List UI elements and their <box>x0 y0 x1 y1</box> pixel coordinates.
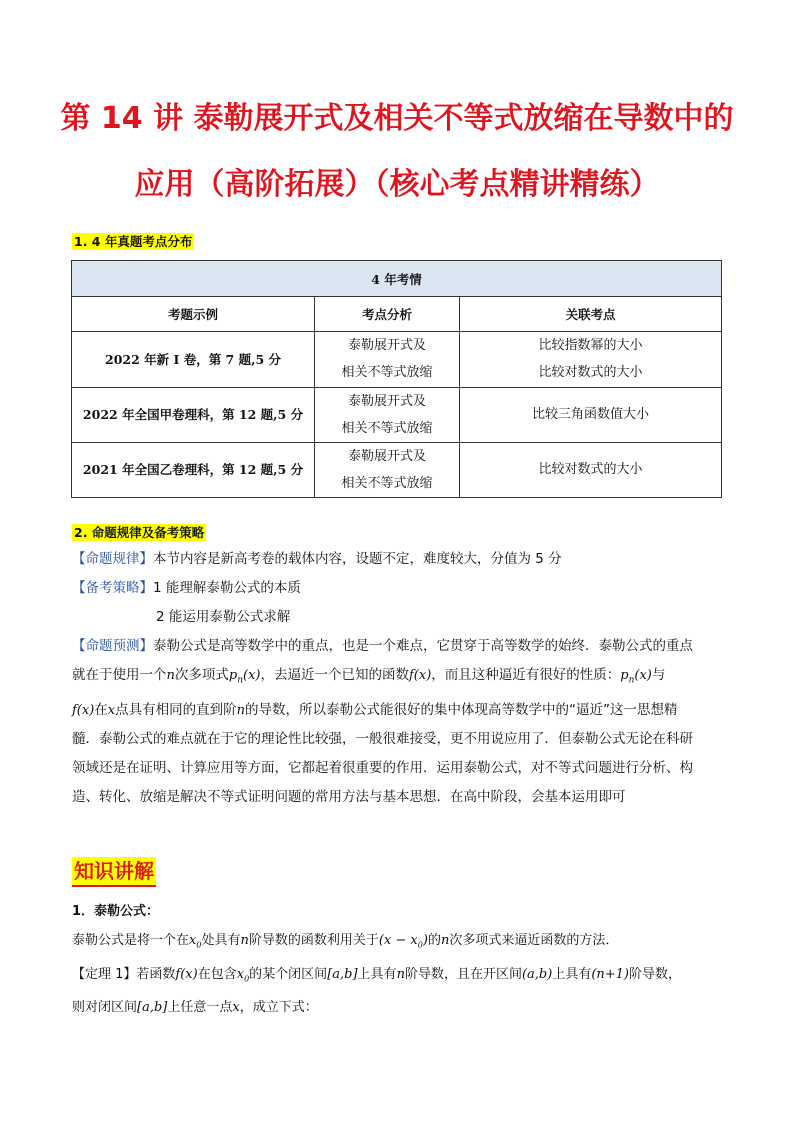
forecast-line <box>72 661 732 696</box>
forecast-text: 泰勒公式是高等数学中的重点，也是一个难点，它贯穿于高等数学的始终．泰勒公式的重点 <box>153 638 693 654</box>
knowledge-heading: 知识讲解 <box>72 857 156 887</box>
math-fx: f(x) <box>175 966 198 982</box>
analysis-line: 泰勒展开式及 <box>347 448 426 464</box>
math-interval: [a,b] <box>327 966 358 982</box>
definition-text: 泰勒公式是将一个在 <box>72 933 190 948</box>
exam-distribution-table <box>71 260 722 498</box>
math-p: p <box>228 668 238 683</box>
forecast-text: ，去逼近一个已知的函数 <box>260 667 409 683</box>
math-x: (x) <box>634 668 652 683</box>
math-sub: 0 <box>244 974 250 984</box>
theorem-text: 上任意一点 <box>167 1000 233 1016</box>
definition-text: 的 <box>427 933 441 948</box>
math-pn <box>228 668 261 686</box>
table-row <box>72 387 722 442</box>
strategy-label: 【备考策略】 <box>72 580 153 596</box>
math-x: x <box>236 966 245 982</box>
math-fx: f(x) <box>408 668 432 683</box>
math-x: x <box>232 1000 240 1016</box>
math-sub: n <box>237 675 243 686</box>
section2-heading: 2. 命题规律及备考策略 <box>74 525 205 540</box>
math-x: (x) <box>243 668 261 683</box>
title-line-1: 第 14 讲 泰勒展开式及相关不等式放缩在导数中的 <box>60 101 734 136</box>
forecast-text: 就在于使用一个 <box>72 667 167 683</box>
forecast-text: 的导数，所以泰勒公式能很好的集中体现高等数学中的“逼近”这一思想精 <box>245 701 678 718</box>
math-pn <box>620 668 652 686</box>
math-x: x <box>189 933 197 948</box>
math-interval: (a,b) <box>521 966 553 982</box>
forecast-text: ，而且这种逼近有很好的性质： <box>431 667 621 683</box>
theorem-text: 上具有 <box>552 966 592 982</box>
forecast-label: 【命题预测】 <box>72 638 153 654</box>
theorem-text: 阶导数， <box>629 966 682 982</box>
math-x0 <box>189 933 201 948</box>
math-n: n <box>440 933 450 948</box>
theorem-text: 上具有 <box>357 966 397 982</box>
table-row <box>72 332 722 387</box>
theorem-text: 的某个闭区间 <box>249 966 328 982</box>
theorem-line <box>72 993 732 1022</box>
math-n: n <box>166 668 175 683</box>
definition-text: 次多项式来逼近函数的方法． <box>449 933 619 948</box>
math-x: x <box>107 702 116 718</box>
theorem-text: 则对闭区间 <box>72 1000 138 1016</box>
related-line: 比较三角函数值大小 <box>531 407 649 423</box>
math-n: n <box>236 702 246 718</box>
theorem-text: 在包含 <box>197 966 237 982</box>
row-example: 2022 年全国甲卷理科，第 12 题,5 分 <box>72 387 315 442</box>
forecast-line <box>72 632 732 661</box>
analysis-line: 泰勒展开式及 <box>347 393 426 409</box>
section2-body <box>72 545 732 812</box>
strategy-line <box>72 574 732 603</box>
forecast-text: 点具有相同的直到阶 <box>115 701 237 718</box>
knowledge-body <box>72 897 732 1022</box>
forecast-line: 领域还是在证明、计算应用等方面，它都起着很重要的作用．运用泰勒公式，对不等式问题进行分析、构 <box>72 759 693 776</box>
math-n-plus-1: (n+1) <box>591 966 630 982</box>
definition-text: 阶导数的函数利用关于 <box>248 933 379 948</box>
section1-heading: 1. 4 年真题考点分布 <box>74 234 193 249</box>
column-header-example: 考题示例 <box>72 297 315 332</box>
table-row <box>72 442 722 497</box>
row-related <box>460 442 722 497</box>
forecast-line <box>72 696 732 725</box>
strategy-line <box>72 603 732 632</box>
math-sub: 0 <box>417 940 423 950</box>
math-expr-part: ) <box>422 933 428 948</box>
forecast-text: 与 <box>651 667 666 683</box>
forecast-text: 在 <box>94 701 108 718</box>
math-expr-part: (x − x <box>378 933 418 948</box>
math-fx: f(x) <box>72 702 95 718</box>
analysis-line: 相关不等式放缩 <box>341 475 433 491</box>
theorem-text: ，成立下式： <box>239 1000 318 1016</box>
math-x0 <box>237 967 249 982</box>
row-related <box>460 387 722 442</box>
analysis-line: 相关不等式放缩 <box>341 420 433 436</box>
row-analysis <box>315 387 460 442</box>
column-header-related: 关联考点 <box>460 297 722 332</box>
row-analysis <box>315 442 460 497</box>
forecast-text: 次多项式 <box>174 667 229 683</box>
column-header-analysis: 考点分析 <box>315 297 460 332</box>
related-line: 比较对数式的大小 <box>538 365 643 381</box>
forecast-line: 造、转化、放缩是解决不等式证明问题的常用方法与基本思想．在高中阶段，会基本运用即可 <box>72 788 626 805</box>
theorem-line <box>72 960 732 994</box>
analysis-line: 相关不等式放缩 <box>341 365 433 381</box>
theorem-text: 阶导数，且在开区间 <box>404 966 522 982</box>
strategy-item: 2 能运用泰勒公式求解 <box>156 609 291 625</box>
row-analysis <box>315 332 460 387</box>
forecast-line: 髓．泰勒公式的难点就在于它的理论性比较强，一般很难接受，更不用说应用了．但泰勒公式无论在科研 <box>72 730 693 747</box>
row-example: 2022 年新 I 卷，第 7 题,5 分 <box>72 332 315 387</box>
definition-line <box>72 926 732 960</box>
related-line: 比较指数幂的大小 <box>538 338 643 354</box>
math-n: n <box>396 966 405 982</box>
math-sub: 0 <box>196 940 202 950</box>
theorem-text: 若函数 <box>136 966 176 982</box>
math-expr <box>379 933 428 948</box>
rule-line <box>72 545 732 574</box>
math-sub: n <box>628 675 635 686</box>
math-p: p <box>620 668 629 683</box>
rule-text: 本节内容是新高考卷的载体内容，设题不定，难度较大，分值为 5 分 <box>153 551 562 567</box>
page-title <box>40 86 754 218</box>
strategy-item: 1 能理解泰勒公式的本质 <box>153 580 301 596</box>
table-header: 4 年考情 <box>72 261 722 297</box>
title-line-2: 应用（高阶拓展）（核心考点精讲精练） <box>134 167 660 202</box>
math-interval: [a,b] <box>137 1000 168 1016</box>
math-n: n <box>240 933 249 948</box>
theorem-label: 【定理 1】 <box>72 966 137 982</box>
row-example: 2021 年全国乙卷理科，第 12 题,5 分 <box>72 442 315 497</box>
knowledge-subheading: 1．泰勒公式： <box>72 904 160 919</box>
rule-label: 【命题规律】 <box>72 551 153 567</box>
related-line: 比较对数式的大小 <box>538 462 643 478</box>
definition-text: 处具有 <box>201 933 241 948</box>
analysis-line: 泰勒展开式及 <box>347 338 426 354</box>
row-related <box>460 332 722 387</box>
